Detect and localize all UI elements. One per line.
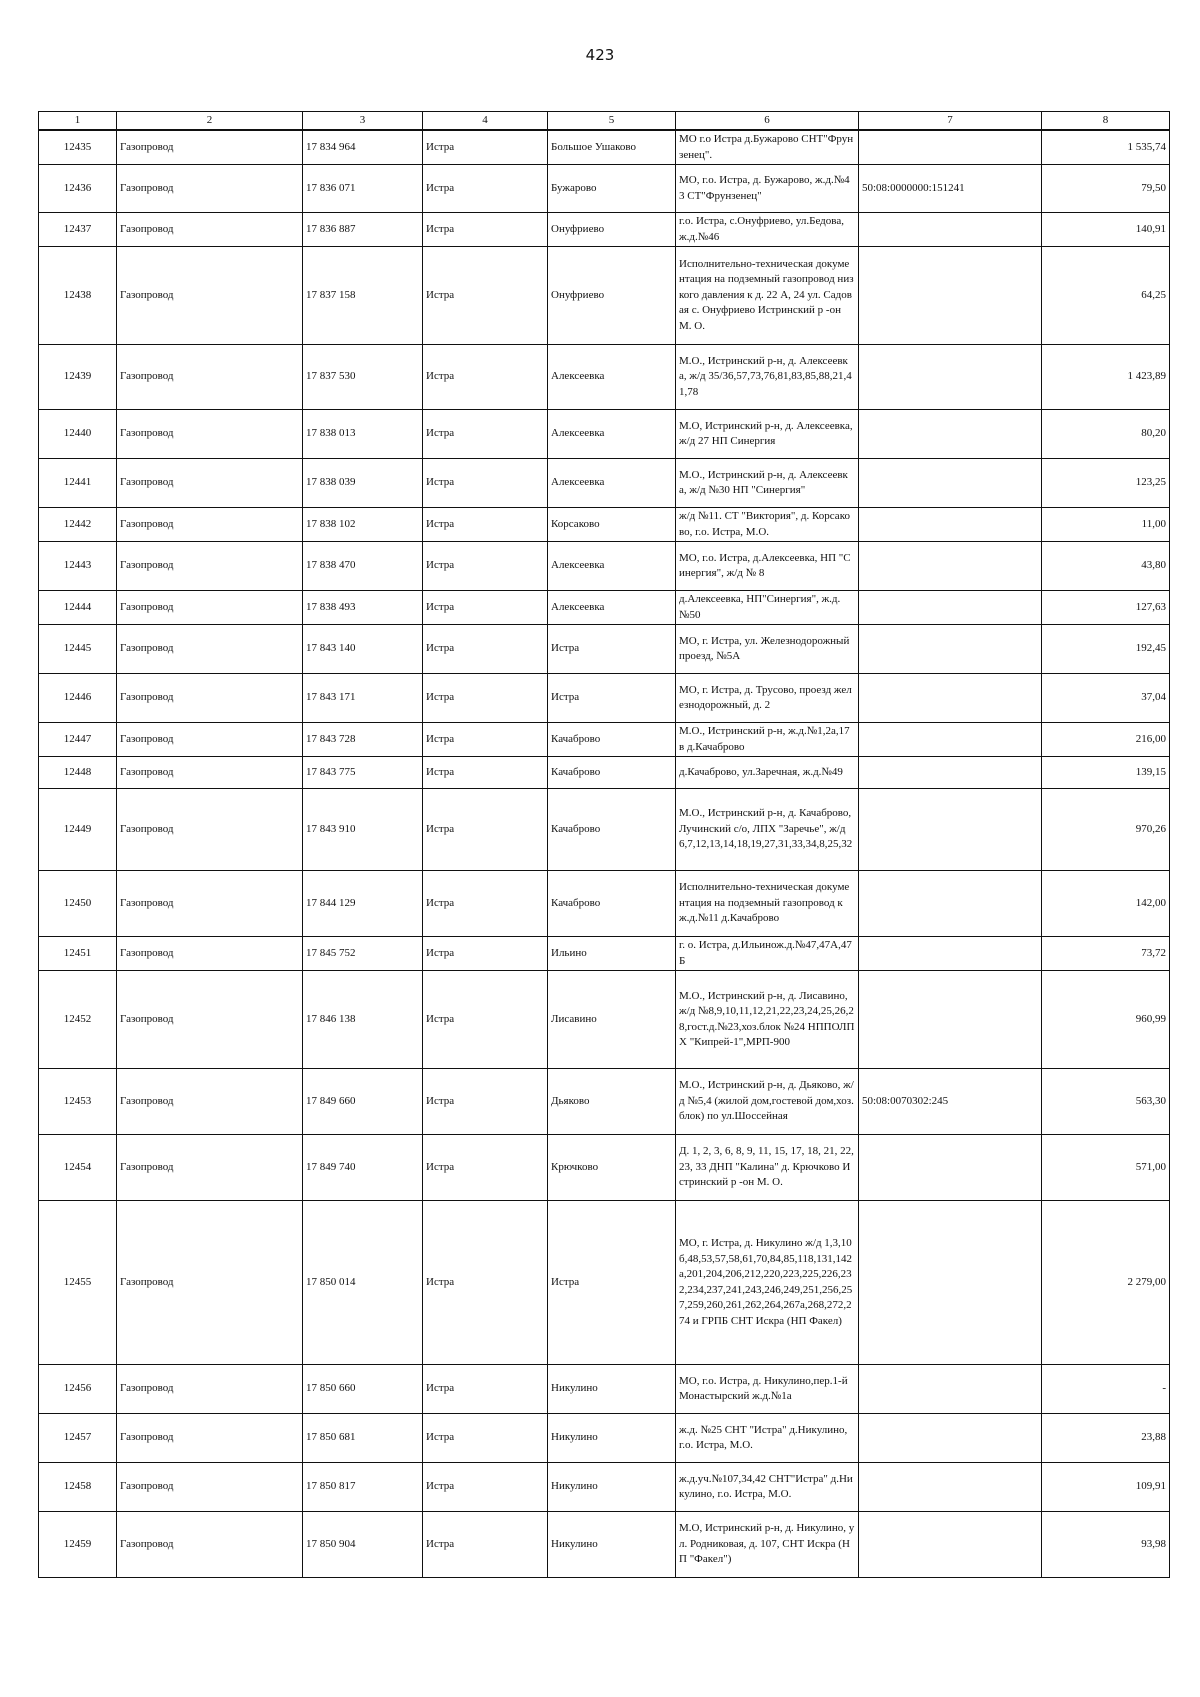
cell-district: Истра: [423, 625, 548, 674]
cell-district: Истра: [423, 1135, 548, 1201]
table-row: [39, 937, 1170, 971]
cell-object-code: 17 843 171: [303, 674, 423, 723]
cell-locality: Истра: [548, 1201, 676, 1365]
cell-address: Д. 1, 2, 3, 6, 8, 9, 11, 15, 17, 18, 21, 22, 23, 33 ДНП "Калина" д. Крючково Истринский р -он М. О.: [676, 1135, 859, 1201]
cell-object-name: Газопровод: [117, 1069, 303, 1135]
cell-locality: Онуфриево: [548, 213, 676, 247]
cell-district: Истра: [423, 1463, 548, 1512]
cell-cadastral-number: [859, 674, 1042, 723]
cell-locality: Онуфриево: [548, 247, 676, 345]
cell-object-name: Газопровод: [117, 130, 303, 165]
cell-cadastral-number: [859, 625, 1042, 674]
cell-object-code: 17 843 775: [303, 757, 423, 789]
cell-district: Истра: [423, 674, 548, 723]
cell-cadastral-number: [859, 130, 1042, 165]
cell-cadastral-number: [859, 1414, 1042, 1463]
cell-value: 140,91: [1042, 213, 1170, 247]
table-row: [39, 345, 1170, 410]
cell-object-name: Газопровод: [117, 1463, 303, 1512]
cell-address: Исполнительно-техническая документация на подземный газопровод низкого давления к д. 22 А, 24 ул. Садовая с. Онуфриево Истринский р -он М. О.: [676, 247, 859, 345]
cell-locality: Истра: [548, 674, 676, 723]
cell-address: МО, г.о. Истра, д. Никулино,пер.1-й Монастырский ж.д.№1а: [676, 1365, 859, 1414]
cell-object-code: 17 849 660: [303, 1069, 423, 1135]
cell-row-number: 12450: [39, 871, 117, 937]
cell-locality: Качаброво: [548, 871, 676, 937]
cell-value: 79,50: [1042, 165, 1170, 213]
cell-address: г. о. Истра, д.Ильинож.д.№47,47А,47Б: [676, 937, 859, 971]
cell-row-number: 12438: [39, 247, 117, 345]
cell-locality: Корсаково: [548, 508, 676, 542]
cell-object-code: 17 850 681: [303, 1414, 423, 1463]
cell-object-code: 17 849 740: [303, 1135, 423, 1201]
header-col-7: 7: [859, 112, 1042, 131]
cell-object-name: Газопровод: [117, 247, 303, 345]
cell-object-name: Газопровод: [117, 723, 303, 757]
table-row: [39, 213, 1170, 247]
cell-row-number: 12445: [39, 625, 117, 674]
table-row: [39, 789, 1170, 871]
cell-object-name: Газопровод: [117, 937, 303, 971]
cell-row-number: 12453: [39, 1069, 117, 1135]
cell-object-code: 17 834 964: [303, 130, 423, 165]
cell-cadastral-number: [859, 723, 1042, 757]
cell-object-code: 17 838 013: [303, 410, 423, 459]
table-row: [39, 130, 1170, 165]
table-row: [39, 757, 1170, 789]
cell-row-number: 12442: [39, 508, 117, 542]
header-row: [39, 112, 1170, 131]
cell-object-code: 17 846 138: [303, 971, 423, 1069]
cell-object-name: Газопровод: [117, 165, 303, 213]
cell-address: М.О., Истринский р-н, д. Алексеевка, ж/д 35/36,57,73,76,81,83,85,88,21,41,78: [676, 345, 859, 410]
cell-object-name: Газопровод: [117, 1414, 303, 1463]
cell-value: 139,15: [1042, 757, 1170, 789]
cell-object-code: 17 850 660: [303, 1365, 423, 1414]
cell-value: 192,45: [1042, 625, 1170, 674]
table-row: [39, 1135, 1170, 1201]
cell-locality: Крючково: [548, 1135, 676, 1201]
cell-value: 37,04: [1042, 674, 1170, 723]
cell-locality: Качаброво: [548, 723, 676, 757]
cell-address: МО, г.о. Истра, д.Алексеевка, НП "Синергия", ж/д № 8: [676, 542, 859, 591]
cell-district: Истра: [423, 591, 548, 625]
cell-object-code: 17 843 140: [303, 625, 423, 674]
cell-address: д.Качаброво, ул.Заречная, ж.д.№49: [676, 757, 859, 789]
cell-object-name: Газопровод: [117, 1135, 303, 1201]
cell-cadastral-number: [859, 542, 1042, 591]
cell-district: Истра: [423, 130, 548, 165]
table-row: [39, 971, 1170, 1069]
cell-cadastral-number: 50:08:0070302:245: [859, 1069, 1042, 1135]
cell-value: 142,00: [1042, 871, 1170, 937]
cell-object-code: 17 836 887: [303, 213, 423, 247]
cell-cadastral-number: [859, 789, 1042, 871]
cell-object-code: 17 843 910: [303, 789, 423, 871]
cell-district: Истра: [423, 871, 548, 937]
header-col-3: 3: [303, 112, 423, 131]
cell-value: -: [1042, 1365, 1170, 1414]
table-row: [39, 1365, 1170, 1414]
cell-address: г.о. Истра, с.Онуфриево, ул.Бедова, ж.д.№46: [676, 213, 859, 247]
table-row: [39, 674, 1170, 723]
cell-value: 11,00: [1042, 508, 1170, 542]
cell-row-number: 12454: [39, 1135, 117, 1201]
cell-cadastral-number: [859, 591, 1042, 625]
cell-address: МО, г. Истра, ул. Железнодорожный проезд, №5А: [676, 625, 859, 674]
cell-cadastral-number: [859, 1365, 1042, 1414]
cell-value: 80,20: [1042, 410, 1170, 459]
cell-cadastral-number: [859, 1512, 1042, 1578]
cell-row-number: 12456: [39, 1365, 117, 1414]
cell-row-number: 12446: [39, 674, 117, 723]
cell-object-name: Газопровод: [117, 410, 303, 459]
cell-address: ж.д. №25 СНТ "Истра" д.Никулино, г.о. Истра, М.О.: [676, 1414, 859, 1463]
cell-object-code: 17 838 102: [303, 508, 423, 542]
cell-cadastral-number: [859, 213, 1042, 247]
cell-address: ж/д №11. СТ "Виктория", д. Корсаково, г.о. Истра, М.О.: [676, 508, 859, 542]
cell-locality: Большое Ушаково: [548, 130, 676, 165]
cell-district: Истра: [423, 247, 548, 345]
cell-row-number: 12458: [39, 1463, 117, 1512]
cell-locality: Алексеевка: [548, 542, 676, 591]
cell-district: Истра: [423, 1365, 548, 1414]
cell-object-name: Газопровод: [117, 508, 303, 542]
cell-row-number: 12451: [39, 937, 117, 971]
cell-locality: Алексеевка: [548, 459, 676, 508]
cell-value: 216,00: [1042, 723, 1170, 757]
table-row: [39, 1414, 1170, 1463]
cell-row-number: 12440: [39, 410, 117, 459]
cell-locality: Алексеевка: [548, 410, 676, 459]
cell-row-number: 12448: [39, 757, 117, 789]
cell-value: 1 535,74: [1042, 130, 1170, 165]
table-row: [39, 410, 1170, 459]
header-col-6: 6: [676, 112, 859, 131]
cell-district: Истра: [423, 1069, 548, 1135]
cell-district: Истра: [423, 165, 548, 213]
cell-value: 43,80: [1042, 542, 1170, 591]
cell-locality: Качаброво: [548, 789, 676, 871]
cell-district: Истра: [423, 1201, 548, 1365]
cell-object-code: 17 845 752: [303, 937, 423, 971]
cell-district: Истра: [423, 789, 548, 871]
header-col-4: 4: [423, 112, 548, 131]
cell-cadastral-number: [859, 757, 1042, 789]
cell-object-name: Газопровод: [117, 213, 303, 247]
table-row: [39, 1512, 1170, 1578]
cell-object-name: Газопровод: [117, 1512, 303, 1578]
cell-object-name: Газопровод: [117, 625, 303, 674]
table-row: [39, 165, 1170, 213]
cell-address: М.О, Истринский р-н, д. Никулино, ул. Родниковая, д. 107, СНТ Искра (НП "Факел"): [676, 1512, 859, 1578]
cell-cadastral-number: [859, 508, 1042, 542]
cell-row-number: 12443: [39, 542, 117, 591]
cell-cadastral-number: [859, 459, 1042, 508]
cell-row-number: 12437: [39, 213, 117, 247]
cell-district: Истра: [423, 410, 548, 459]
cell-value: 123,25: [1042, 459, 1170, 508]
cell-address: ж.д.уч.№107,34,42 СНТ"Истра" д.Никулино, г.о. Истра, М.О.: [676, 1463, 859, 1512]
cell-district: Истра: [423, 937, 548, 971]
cell-object-code: 17 838 039: [303, 459, 423, 508]
cell-value: 64,25: [1042, 247, 1170, 345]
cell-value: 1 423,89: [1042, 345, 1170, 410]
cell-object-name: Газопровод: [117, 871, 303, 937]
cell-value: 93,98: [1042, 1512, 1170, 1578]
cell-cadastral-number: [859, 1201, 1042, 1365]
cell-district: Истра: [423, 971, 548, 1069]
cell-row-number: 12455: [39, 1201, 117, 1365]
cell-cadastral-number: [859, 345, 1042, 410]
table-row: [39, 723, 1170, 757]
cell-object-code: 17 850 817: [303, 1463, 423, 1512]
cell-object-code: 17 836 071: [303, 165, 423, 213]
cell-object-name: Газопровод: [117, 345, 303, 410]
cell-cadastral-number: [859, 1135, 1042, 1201]
cell-object-name: Газопровод: [117, 789, 303, 871]
cell-value: 73,72: [1042, 937, 1170, 971]
cell-cadastral-number: [859, 247, 1042, 345]
cell-row-number: 12435: [39, 130, 117, 165]
cell-locality: Ильино: [548, 937, 676, 971]
cell-object-name: Газопровод: [117, 757, 303, 789]
cell-row-number: 12452: [39, 971, 117, 1069]
cell-row-number: 12444: [39, 591, 117, 625]
cell-cadastral-number: [859, 937, 1042, 971]
cell-locality: Никулино: [548, 1512, 676, 1578]
cell-locality: Качаброво: [548, 757, 676, 789]
cell-object-name: Газопровод: [117, 591, 303, 625]
cell-address: МО, г. Истра, д. Никулино ж/д 1,3,10б,48,53,57,58,61,70,84,85,118,131,142а,201,204,206,212,220,223,225,226,232,234,237,241,243,246,249,251,256,257,259,260,261,262,264,267а,268,272,274 и ГРПБ СНТ Искра (НП Факел): [676, 1201, 859, 1365]
cell-row-number: 12436: [39, 165, 117, 213]
header-col-8: 8: [1042, 112, 1170, 131]
cell-row-number: 12457: [39, 1414, 117, 1463]
cell-object-code: 17 843 728: [303, 723, 423, 757]
cell-object-name: Газопровод: [117, 674, 303, 723]
cell-value: 127,63: [1042, 591, 1170, 625]
cell-value: 2 279,00: [1042, 1201, 1170, 1365]
cell-locality: Лисавино: [548, 971, 676, 1069]
cell-value: 109,91: [1042, 1463, 1170, 1512]
cell-locality: Алексеевка: [548, 591, 676, 625]
header-col-2: 2: [117, 112, 303, 131]
cell-cadastral-number: [859, 971, 1042, 1069]
cell-object-name: Газопровод: [117, 971, 303, 1069]
cell-value: 970,26: [1042, 789, 1170, 871]
cell-object-code: 17 850 014: [303, 1201, 423, 1365]
cell-object-code: 17 844 129: [303, 871, 423, 937]
header-col-5: 5: [548, 112, 676, 131]
cell-district: Истра: [423, 213, 548, 247]
cell-address: М.О., Истринский р-н, д. Алексеевка, ж/д №30 НП "Синергия": [676, 459, 859, 508]
table-row: [39, 459, 1170, 508]
table-row: [39, 871, 1170, 937]
cell-address: М.О., Истринский р-н, д. Качаброво, Лучинский с/о, ЛПХ "Заречье", ж/д 6,7,12,13,14,18,19,27,31,33,34,8,25,32: [676, 789, 859, 871]
cell-cadastral-number: 50:08:0000000:151241: [859, 165, 1042, 213]
cell-address: МО г.о Истра д.Бужарово СНТ"Фрунзенец".: [676, 130, 859, 165]
cell-locality: Алексеевка: [548, 345, 676, 410]
cell-row-number: 12449: [39, 789, 117, 871]
table-row: [39, 542, 1170, 591]
cell-district: Истра: [423, 1512, 548, 1578]
cell-object-code: 17 837 158: [303, 247, 423, 345]
cell-object-code: 17 838 470: [303, 542, 423, 591]
cell-address: МО, г. Истра, д. Трусово, проезд железнодорожный, д. 2: [676, 674, 859, 723]
cell-address: Исполнительно-техническая документация на подземный газопровод к ж.д.№11 д.Качаброво: [676, 871, 859, 937]
cell-value: 571,00: [1042, 1135, 1170, 1201]
cell-object-name: Газопровод: [117, 542, 303, 591]
cell-district: Истра: [423, 723, 548, 757]
cell-row-number: 12459: [39, 1512, 117, 1578]
table-row: [39, 1463, 1170, 1512]
table-row: [39, 508, 1170, 542]
cell-row-number: 12439: [39, 345, 117, 410]
cell-locality: Никулино: [548, 1365, 676, 1414]
cell-address: М.О, Истринский р-н, д. Алексеевка, ж/д 27 НП Синергия: [676, 410, 859, 459]
cell-district: Истра: [423, 508, 548, 542]
registry-table: [38, 111, 1170, 1578]
table-row: [39, 247, 1170, 345]
cell-locality: Никулино: [548, 1414, 676, 1463]
table-row: [39, 1201, 1170, 1365]
cell-object-name: Газопровод: [117, 459, 303, 508]
cell-row-number: 12447: [39, 723, 117, 757]
page-number: 423: [585, 46, 615, 64]
cell-value: 960,99: [1042, 971, 1170, 1069]
cell-district: Истра: [423, 345, 548, 410]
header-col-1: 1: [39, 112, 117, 131]
cell-district: Истра: [423, 542, 548, 591]
cell-district: Истра: [423, 757, 548, 789]
cell-address: М.О., Истринский р-н, ж.д.№1,2а,17 в д.Качаброво: [676, 723, 859, 757]
cell-row-number: 12441: [39, 459, 117, 508]
table-row: [39, 1069, 1170, 1135]
cell-locality: Бужарово: [548, 165, 676, 213]
table-row: [39, 591, 1170, 625]
cell-cadastral-number: [859, 871, 1042, 937]
cell-object-name: Газопровод: [117, 1365, 303, 1414]
table-row: [39, 625, 1170, 674]
cell-locality: Дьяково: [548, 1069, 676, 1135]
cell-locality: Никулино: [548, 1463, 676, 1512]
cell-address: МО, г.о. Истра, д. Бужарово, ж.д.№43 СТ"Фрунзенец": [676, 165, 859, 213]
cell-object-code: 17 837 530: [303, 345, 423, 410]
cell-object-code: 17 838 493: [303, 591, 423, 625]
cell-object-name: Газопровод: [117, 1201, 303, 1365]
cell-object-code: 17 850 904: [303, 1512, 423, 1578]
cell-address: д.Алексеевка, НП"Синергия", ж.д.№50: [676, 591, 859, 625]
cell-value: 563,30: [1042, 1069, 1170, 1135]
cell-cadastral-number: [859, 410, 1042, 459]
cell-value: 23,88: [1042, 1414, 1170, 1463]
cell-locality: Истра: [548, 625, 676, 674]
cell-address: М.О., Истринский р-н, д. Лисавино, ж/д №8,9,10,11,12,21,22,23,24,25,26,28,гост.д.№23,хоз.блок №24 НППОЛПХ "Кипрей-1",МРП-900: [676, 971, 859, 1069]
cell-address: М.О., Истринский р-н, д. Дьяково, ж/д №5,4 (жилой дом,гостевой дом,хоз.блок) по ул.Шоссейная: [676, 1069, 859, 1135]
cell-cadastral-number: [859, 1463, 1042, 1512]
cell-district: Истра: [423, 459, 548, 508]
cell-district: Истра: [423, 1414, 548, 1463]
